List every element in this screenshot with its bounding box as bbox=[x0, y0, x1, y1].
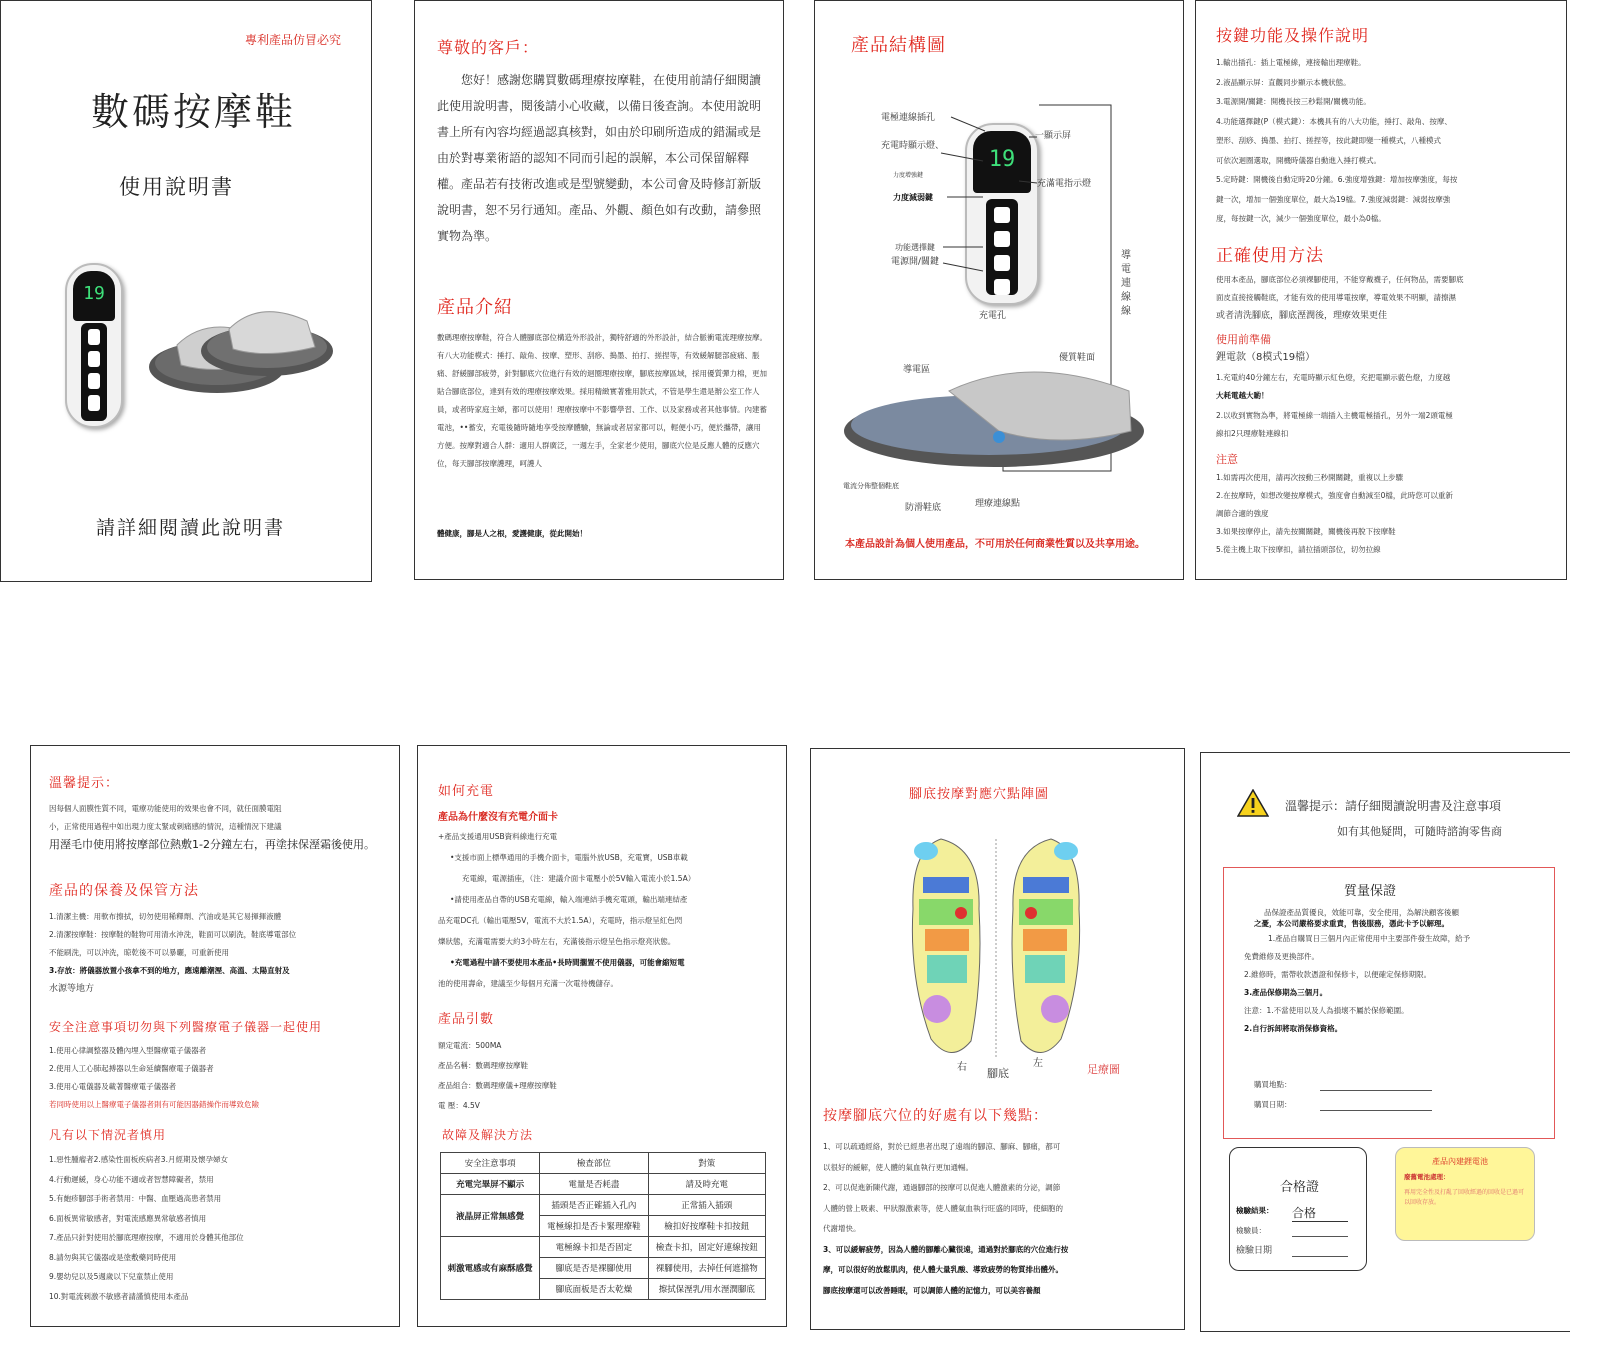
quality-heading: 質量保證 bbox=[1344, 884, 1397, 899]
caution-line: 10.對電流刺激不敏感者請謹慎使用本產品 bbox=[49, 1291, 189, 1301]
battery-card bbox=[1395, 1147, 1535, 1241]
charge-end: 池的使用壽命，建議至少每個月充滿一次電待機儲存。 bbox=[438, 979, 618, 988]
label-charging-display: 充電時顯示燈、 bbox=[881, 141, 945, 151]
note-line: 調節合適的強度 bbox=[1216, 509, 1269, 518]
buttons-line: 塑形、刮痧、搗墨、拍打、搓捏等，按此鍵即變一種模式，八種模式 bbox=[1216, 136, 1441, 145]
purchase-date-line bbox=[1320, 1110, 1432, 1111]
tip-big-line: 用溼毛巾使用將按摩部位熱敷1-2分鐘左右，再塗抹保溼霜後使用。 bbox=[49, 838, 375, 851]
warning-triangle-icon bbox=[1237, 789, 1269, 817]
benefit-line: 代謝增快。 bbox=[823, 1224, 861, 1233]
caution-heading: 凡有以下情況者慎用 bbox=[49, 1128, 167, 1142]
table-cell: 電極線卡扣是否固定 bbox=[540, 1237, 648, 1258]
label-connection-point: 理療連線點 bbox=[975, 499, 1021, 509]
benefit-line: 以很好的緩解，使人體的氣血執行更加通暢。 bbox=[823, 1162, 973, 1172]
note-heading: 注意 bbox=[1216, 453, 1238, 466]
benefit-bold-line: 3、可以緩解疲勞，因為人體的腳離心臟很遠，通過對於腳底的穴位進行按 bbox=[823, 1244, 1069, 1254]
warranty-period: 3.產品保修期為三個月。 bbox=[1244, 988, 1328, 997]
table-cell: 電極線扣是否卡緊理療鞋 bbox=[540, 1216, 648, 1237]
commercial-use-warning: 本產品設計為個人使用產品，不可用於任何商業性質以及共享用途。 bbox=[845, 539, 1145, 550]
cover-page bbox=[0, 0, 372, 582]
table-cell: 電量是否耗盡 bbox=[540, 1174, 648, 1195]
label-conductive-wire: 導電連線線 bbox=[1121, 250, 1131, 317]
care-line: 1.清潔主機：用軟布擦拭，切勿使用稀釋劑、汽油或是其它易揮揮液體 bbox=[49, 912, 282, 921]
label-sole-area: 電流分佈整個鞋底 bbox=[843, 482, 899, 490]
right-foot-label: 右 bbox=[957, 1062, 967, 1073]
prep-line: 2.以收到實物為準，將電極線一端插入主機電極插孔，另外一端2頭電極 bbox=[1216, 411, 1453, 420]
care-heading: 產品的保養及保管方法 bbox=[49, 883, 199, 899]
label-display: 一顯示屏 bbox=[1035, 131, 1072, 141]
safety-line: 3.使用心電儀器及載著醫療電子儀器者 bbox=[49, 1082, 177, 1091]
charge-line: •支援市面上標準通用的手機介面卡，電腦外放USB，充電寶，USB車載 bbox=[450, 853, 688, 862]
table-cell: 檢查卡扣，固定好連線按鈕 bbox=[648, 1237, 766, 1258]
table-cell: 檢扣好按摩鞋卡扣按鈕 bbox=[648, 1216, 766, 1237]
structure-page bbox=[814, 0, 1184, 580]
table-row bbox=[441, 1237, 766, 1258]
table-header: 安全注意事項 bbox=[441, 1153, 540, 1174]
charge-line: •請使用產品自帶的USB充電線，輸入端連結手機充電頭，輸出端連結產 bbox=[450, 895, 688, 904]
buttons-line: 度，每按鍵一次，減少一個強度單位，最小為0檔。 bbox=[1216, 214, 1386, 223]
product-intro-end: 體健康，腳是人之根，愛護健康，從此開始！ bbox=[437, 529, 587, 538]
patent-tagline: 專利產品仿冒必究 bbox=[244, 33, 341, 47]
structure-heading: 產品結構圖 bbox=[851, 35, 946, 56]
before-use-heading: 使用前準備 bbox=[1216, 333, 1271, 346]
specs-heading: 產品引數 bbox=[438, 1012, 495, 1027]
caution-line: 1.惡性腫瘤者2.感染性面板疾病者3.月經期及懷孕婦女 bbox=[49, 1155, 228, 1164]
label-full-charge: 充滿電指示燈 bbox=[1037, 179, 1092, 189]
label-intensity-up: 力度增強鍵 bbox=[893, 172, 924, 179]
certificate-title: 合格證 bbox=[1280, 1180, 1320, 1195]
benefits-heading: 按摩腳底穴位的好處有以下幾點： bbox=[823, 1108, 1048, 1124]
tip-heading: 溫馨提示： bbox=[49, 776, 120, 791]
buttons-line: 鍵一次，增加一個強度單位，最大為19檔。7.強度減弱鍵：減弱按摩強 bbox=[1216, 194, 1451, 204]
label-plug: 電極連線插孔 bbox=[881, 113, 936, 123]
battery-title: 產品內建鋰電池 bbox=[1432, 1157, 1488, 1166]
model-line: 鋰電款（8模式19檔） bbox=[1216, 352, 1316, 363]
caution-line: 6.面板異常敏感者，對電流感應異常敏感者慎用 bbox=[49, 1213, 207, 1223]
warranty-void: 2.自行拆卸將取消保修資格。 bbox=[1244, 1024, 1343, 1033]
caution-list bbox=[49, 1150, 389, 1306]
safety-line: 2.使用人工心肺起搏器以生命延續醫療電子儀器者 bbox=[49, 1064, 214, 1073]
purchase-date-label: 購買日期： bbox=[1254, 1100, 1292, 1109]
spec-line: 額定電流：500MA bbox=[438, 1041, 502, 1050]
warranty-warning-2: 如有其他疑問，可隨時諮詢零售商 bbox=[1337, 825, 1502, 838]
care-line: 不能刷洗，可以沖洗，晾乾後不可以暴曬，可重新使用 bbox=[49, 948, 229, 957]
cover-subtitle: 使用說明書 bbox=[119, 175, 234, 199]
note-line: 1.如需再次使用，請再次按動三秒開關鍵，重複以上步驟 bbox=[1216, 473, 1404, 482]
table-cell: 腳底是否是裸腳使用 bbox=[540, 1258, 648, 1279]
table-cell: 擦拭保溼乳/用水溼潤腳底 bbox=[648, 1279, 766, 1300]
quality-line: 之憂，本公司嚴格要求重責，售後服務，憑此卡予以解理。 bbox=[1254, 919, 1449, 928]
prep-list bbox=[1216, 407, 1556, 443]
remote-display-digits: 19 bbox=[83, 283, 105, 304]
tips-page bbox=[30, 745, 400, 1327]
foot-caption: 腳底 bbox=[987, 1067, 1009, 1080]
foot-legend: 足療圖 bbox=[1087, 1063, 1120, 1076]
storage-end: 水源等地方 bbox=[49, 984, 95, 994]
buttons-page bbox=[1195, 0, 1567, 580]
storage-line: 3.存放：將儀器放置小孩拿不到的地方，應遠離潮溼、高溫、太陽直射及 bbox=[49, 966, 290, 975]
buttons-line: 5.定時鍵：開機後自動定時20分鐘。6.強度增強鍵：增加按摩強度，每按 bbox=[1216, 175, 1458, 184]
safety-line: 1.使用心律調整器及體內埋入型醫療電子儀器者 bbox=[49, 1046, 207, 1055]
charge-line: 1.充電約40分鐘左右，充電時顯示紅色燈，充把電顯示藍色燈，力度越 bbox=[1216, 373, 1451, 382]
note-line: 3.如果按摩停止，請先按關關鍵，關機後再脫下按摩鞋 bbox=[1216, 527, 1396, 536]
charge-line: 充電線，電源插座，（注：建議介面卡電壓小於5V輸入電流小於1.5A） bbox=[462, 874, 696, 883]
usage-line: 面皮直接接觸鞋底，才能有效的使用導電按摩，導電效果不明顯，請擦濕 bbox=[1216, 293, 1456, 302]
tip-line: 因每個人面膜性質不同，電療功能使用的效果也會不同，就任面膜電阻 bbox=[49, 804, 282, 813]
power-drain-note: 大耗電越大喲！ bbox=[1216, 391, 1269, 400]
foot-reflexology-map bbox=[871, 829, 1121, 1074]
usage-line: 使用本產品，腳底部位必須裸腳使用，不能穿戴襪子，任何物品，需要腳底 bbox=[1216, 275, 1464, 284]
caution-line: 8.請勿與其它儀器或是塗敷藥同時使用 bbox=[49, 1252, 177, 1262]
fault-table bbox=[440, 1152, 766, 1300]
warranty-note: 注意：1.不當使用以及人為損壞不屬於保修範圍。 bbox=[1244, 1006, 1409, 1015]
benefit-line: 2、可以促進新陳代謝，通過腳部的按摩可以促進人體激素的分泌，調節 bbox=[823, 1183, 1061, 1192]
table-row bbox=[441, 1195, 766, 1216]
fault-heading: 故障及解決方法 bbox=[442, 1128, 534, 1142]
label-conductive-area: 導電區 bbox=[903, 365, 931, 375]
cover-title: 數碼按摩鞋 bbox=[91, 90, 297, 134]
buttons-line: 2.液晶顯示屏：直觀同步顯示本機狀態。 bbox=[1216, 77, 1351, 87]
warranty-page bbox=[1200, 752, 1570, 1332]
caution-line: 5.有皰疹腳部手術者禁用：中醫、血壓過高患者禁用 bbox=[49, 1194, 222, 1203]
conductive-slipper-image bbox=[839, 361, 1149, 471]
care-line: 2.清潔按摩鞋：按摩鞋的鞋物可用清水沖洗，鞋面可以刷洗，鞋底導電部位 bbox=[49, 930, 297, 939]
tip-line: 小，正常使用過程中如出現力度太緊或刺痛感的情況，這種情況下建議 bbox=[49, 822, 282, 831]
charging-page bbox=[417, 745, 787, 1327]
table-cell: 請及時充電 bbox=[648, 1174, 766, 1195]
table-row bbox=[441, 1174, 766, 1195]
prep-line: 線扣2只理療鞋連線扣 bbox=[1216, 429, 1289, 438]
quality-line: 免費維修及更換部件。 bbox=[1244, 952, 1319, 961]
cert-date-line bbox=[1292, 1256, 1348, 1257]
specs-list bbox=[438, 1036, 778, 1116]
benefit-line: 人體的營上吸素、甲狀腺激素等，使人體氣血執行旺盛的同時，使細胞的 bbox=[823, 1203, 1063, 1213]
spec-line: 產品名稱：數碼理療按摩鞋 bbox=[438, 1061, 528, 1070]
remote-control-image bbox=[65, 263, 123, 428]
table-cell: 正常插入插頭 bbox=[648, 1195, 766, 1216]
note-line: 5.從主機上取下按摩扣，請拉插頭部位，切勿拉線 bbox=[1216, 545, 1381, 554]
purchase-place-label: 購買地點： bbox=[1254, 1080, 1292, 1089]
structure-remote-digits: 19 bbox=[988, 147, 1016, 172]
usage-list bbox=[1216, 271, 1556, 325]
cert-result: 合格 bbox=[1292, 1204, 1348, 1222]
benefits-list bbox=[823, 1137, 1175, 1301]
label-mode: 功能選擇鍵 bbox=[895, 243, 935, 252]
safety-heading: 安全注意事項切勿與下列醫療電子儀器一起使用 bbox=[49, 1020, 323, 1034]
buttons-line: 可依次迴圈選取，開機時儀器自動進入捶打模式。 bbox=[1216, 155, 1381, 165]
certificate-card bbox=[1229, 1147, 1367, 1271]
no-charger-heading: 產品為什麼沒有充電介面卡 bbox=[438, 812, 558, 823]
quality-list bbox=[1244, 908, 1544, 1038]
cert-date: 檢驗日期 bbox=[1236, 1246, 1273, 1256]
battery-sub: 廢舊電池處理： bbox=[1404, 1173, 1450, 1181]
table-header: 對策 bbox=[648, 1153, 766, 1174]
label-charge-port: 充電孔 bbox=[979, 311, 1007, 321]
cert-inspector-line bbox=[1292, 1236, 1348, 1237]
quality-line: 2.維修時，需帶收款憑證和保修卡，以便確定保修期限。 bbox=[1244, 970, 1432, 979]
purchase-place-line bbox=[1320, 1090, 1432, 1091]
table-cell: 刺激電感或有麻酥感覺 bbox=[441, 1237, 540, 1300]
cert-result-label: 檢驗結果： bbox=[1236, 1206, 1274, 1215]
benefit-bold-line: 摩，可以很好的放鬆肌肉，使人體大量乳酸、導致疲勞的物質排出體外。 bbox=[823, 1265, 1063, 1274]
table-cell: 插頭是否正確插入孔內 bbox=[540, 1195, 648, 1216]
buttons-line: 4.功能選擇鍵(P（模式鍵）：本機具有的八大功能，捶打、敲角、按摩、 bbox=[1216, 116, 1452, 126]
reflex-chart-title: 腳底按摩對應穴點陣圖 bbox=[909, 787, 1050, 802]
greeting-heading: 尊敬的客戶： bbox=[437, 38, 540, 57]
tip-list bbox=[49, 800, 389, 836]
table-cell: 充電完畢屏不顯示 bbox=[441, 1174, 540, 1195]
charge-line: 爍狀態，充滿電需要大約3小時左右，充滿後指示燈呈色指示燈亮狀態。 bbox=[438, 937, 676, 946]
benefit-bold-line: 腳底按摩還可以改善睡眠，可以調節人體的記憶力，可以美容養顏 bbox=[823, 1285, 1041, 1295]
caution-line: 7.產品只針對使用於腳底理療按摩，不適用於身體其他部位 bbox=[49, 1233, 244, 1242]
safety-warning: 若同時使用以上醫療電子儀器者則有可能因器錯操作而導致危險 bbox=[49, 1100, 259, 1109]
table-cell: 液晶屏正常無感覺 bbox=[441, 1195, 540, 1237]
caution-line: 4.行動遲緩，身心功能不適或者智慧障礙者，禁用 bbox=[49, 1174, 214, 1184]
buttons-list bbox=[1216, 53, 1556, 229]
charge-line: 品充電DC孔（輸出電壓5V，電流不大於1.5A），充電時，指示燈呈紅色閃 bbox=[438, 916, 683, 925]
safety-list bbox=[49, 1042, 389, 1114]
label-intensity-down: 力度減弱鍵 bbox=[893, 193, 933, 202]
care-list bbox=[49, 908, 389, 998]
usage-heading: 正確使用方法 bbox=[1216, 246, 1324, 266]
benefit-line: 1、可以疏通經絡，對於已經患者出現了遠端的腳涼、腳麻、腳痛，都可 bbox=[823, 1142, 1061, 1151]
spec-line: 電 壓：4.5V bbox=[438, 1101, 480, 1110]
left-foot-label: 左 bbox=[1033, 1058, 1043, 1069]
cert-inspector: 檢驗員： bbox=[1236, 1226, 1266, 1235]
charge-line: +產品支援通用USB資料線進行充電 bbox=[438, 832, 558, 841]
label-anti-slip: 防滑鞋底 bbox=[905, 503, 942, 513]
note-line: 2.在按摩時，如想改變按摩模式，強度會自動減至0檔，此時您可以重新 bbox=[1216, 491, 1453, 500]
reflexology-page bbox=[810, 748, 1185, 1330]
table-header: 檢查部位 bbox=[540, 1153, 648, 1174]
buttons-line: 3.電源開/關鍵：開機長按三秒鬆開/關機功能。 bbox=[1216, 97, 1371, 106]
table-cell: 腳底面板是否太乾燥 bbox=[540, 1279, 648, 1300]
charge-heading: 如何充電 bbox=[438, 784, 495, 799]
cover-footer: 請詳細閱讀此說明書 bbox=[96, 517, 286, 539]
intro-page bbox=[414, 0, 784, 580]
note-list bbox=[1216, 469, 1556, 559]
slippers-image bbox=[147, 285, 337, 405]
charge-warning: •充電過程中請不要使用本產品•長時間擱置不使用儀器，可能會縮短電 bbox=[450, 958, 685, 967]
quality-line: 1.產品自購買日三個月內正常使用中主要部件發生故障，給予 bbox=[1268, 934, 1471, 943]
warranty-warning: 溫馨提示：請仔細閱讀說明書及注意事項 bbox=[1285, 799, 1502, 813]
product-intro-body: 數碼理療按摩鞋，符合人體腳底部位構造外形設計，獨特舒適的外形設計，結合脈衝電流理療按摩。有八大功能模式：捶打、敲角、按摩、塑形、刮痧、搗墨、拍打、搓捏等，有效緩解腿部疲痛、脹痛、舒緩腳部疲勞，針對腳底穴位進行有效的迴圈理療按摩，腳底按摩區域，採用優質彈力棉，更加貼合腳底部位，達到有效的理療按摩效果。採用精緻實著雅用款式，不管是學生還是辦公室工作人員，或者時家庭主婦，都可以使用！理療按摩中不影響學習、工作、以及家務或者其他事情。內建蓄電池，••蓄安，充電後隨時隨地享受按摩體驗，無論或者居家都可以，輕便小巧，便於攜帶，讓用方便。按摩對適合人群：適用人群廣泛，一週左手，全家老少使用，腳底穴位是反應人體的反應穴位，每天腳部按摩護理，呵護人 bbox=[437, 333, 767, 468]
spec-line: 產品組合：數碼理療儀+理療按摩鞋 bbox=[438, 1081, 557, 1090]
quality-box bbox=[1223, 867, 1555, 1139]
label-power: 電源開/關鍵 bbox=[891, 257, 940, 267]
table-cell: 裸腳使用，去掉任何遮擋物 bbox=[648, 1258, 766, 1279]
label-slipper-top: 優質鞋面 bbox=[1059, 353, 1096, 363]
caution-line: 9.嬰幼兒以及5週歲以下兒童禁止使用 bbox=[49, 1272, 174, 1281]
intro-paragraph: 您好！感謝您購買數碼理療按摩鞋，在使用前請仔細閱讀此使用說明書，閱後請小心收藏，以備日後查詢。本使用說明書上所有內容均經過認真核對，如由於印刷所造成的錯漏或是由於對專業術語的認知不同而引起的誤解，本公司保留解釋權。產品若有技術改進或是型號變動，本公司會及時修訂新版說明書，恕不另行通知。產品、外觀、顏色如有改動，請參照實物為準。 bbox=[437, 73, 762, 243]
product-intro-heading: 產品介紹 bbox=[437, 297, 513, 318]
buttons-heading: 按鍵功能及操作說明 bbox=[1216, 26, 1370, 45]
quality-line: 品保證產品質優良，效能可靠，安全使用，為解決顧客後顧 bbox=[1264, 908, 1459, 917]
battery-text: 再用完全性及打亂了回收經過的回收是已過可以回收存放。 bbox=[1404, 1189, 1525, 1206]
table-header-row bbox=[441, 1153, 766, 1174]
charge-list bbox=[438, 826, 778, 994]
usage-line: 或者清洗腳底，腳底溼潤後，理療效果更佳 bbox=[1216, 311, 1388, 321]
buttons-line: 1.輸出插孔：插上電極線，連接輸出理療鞋。 bbox=[1216, 58, 1366, 67]
